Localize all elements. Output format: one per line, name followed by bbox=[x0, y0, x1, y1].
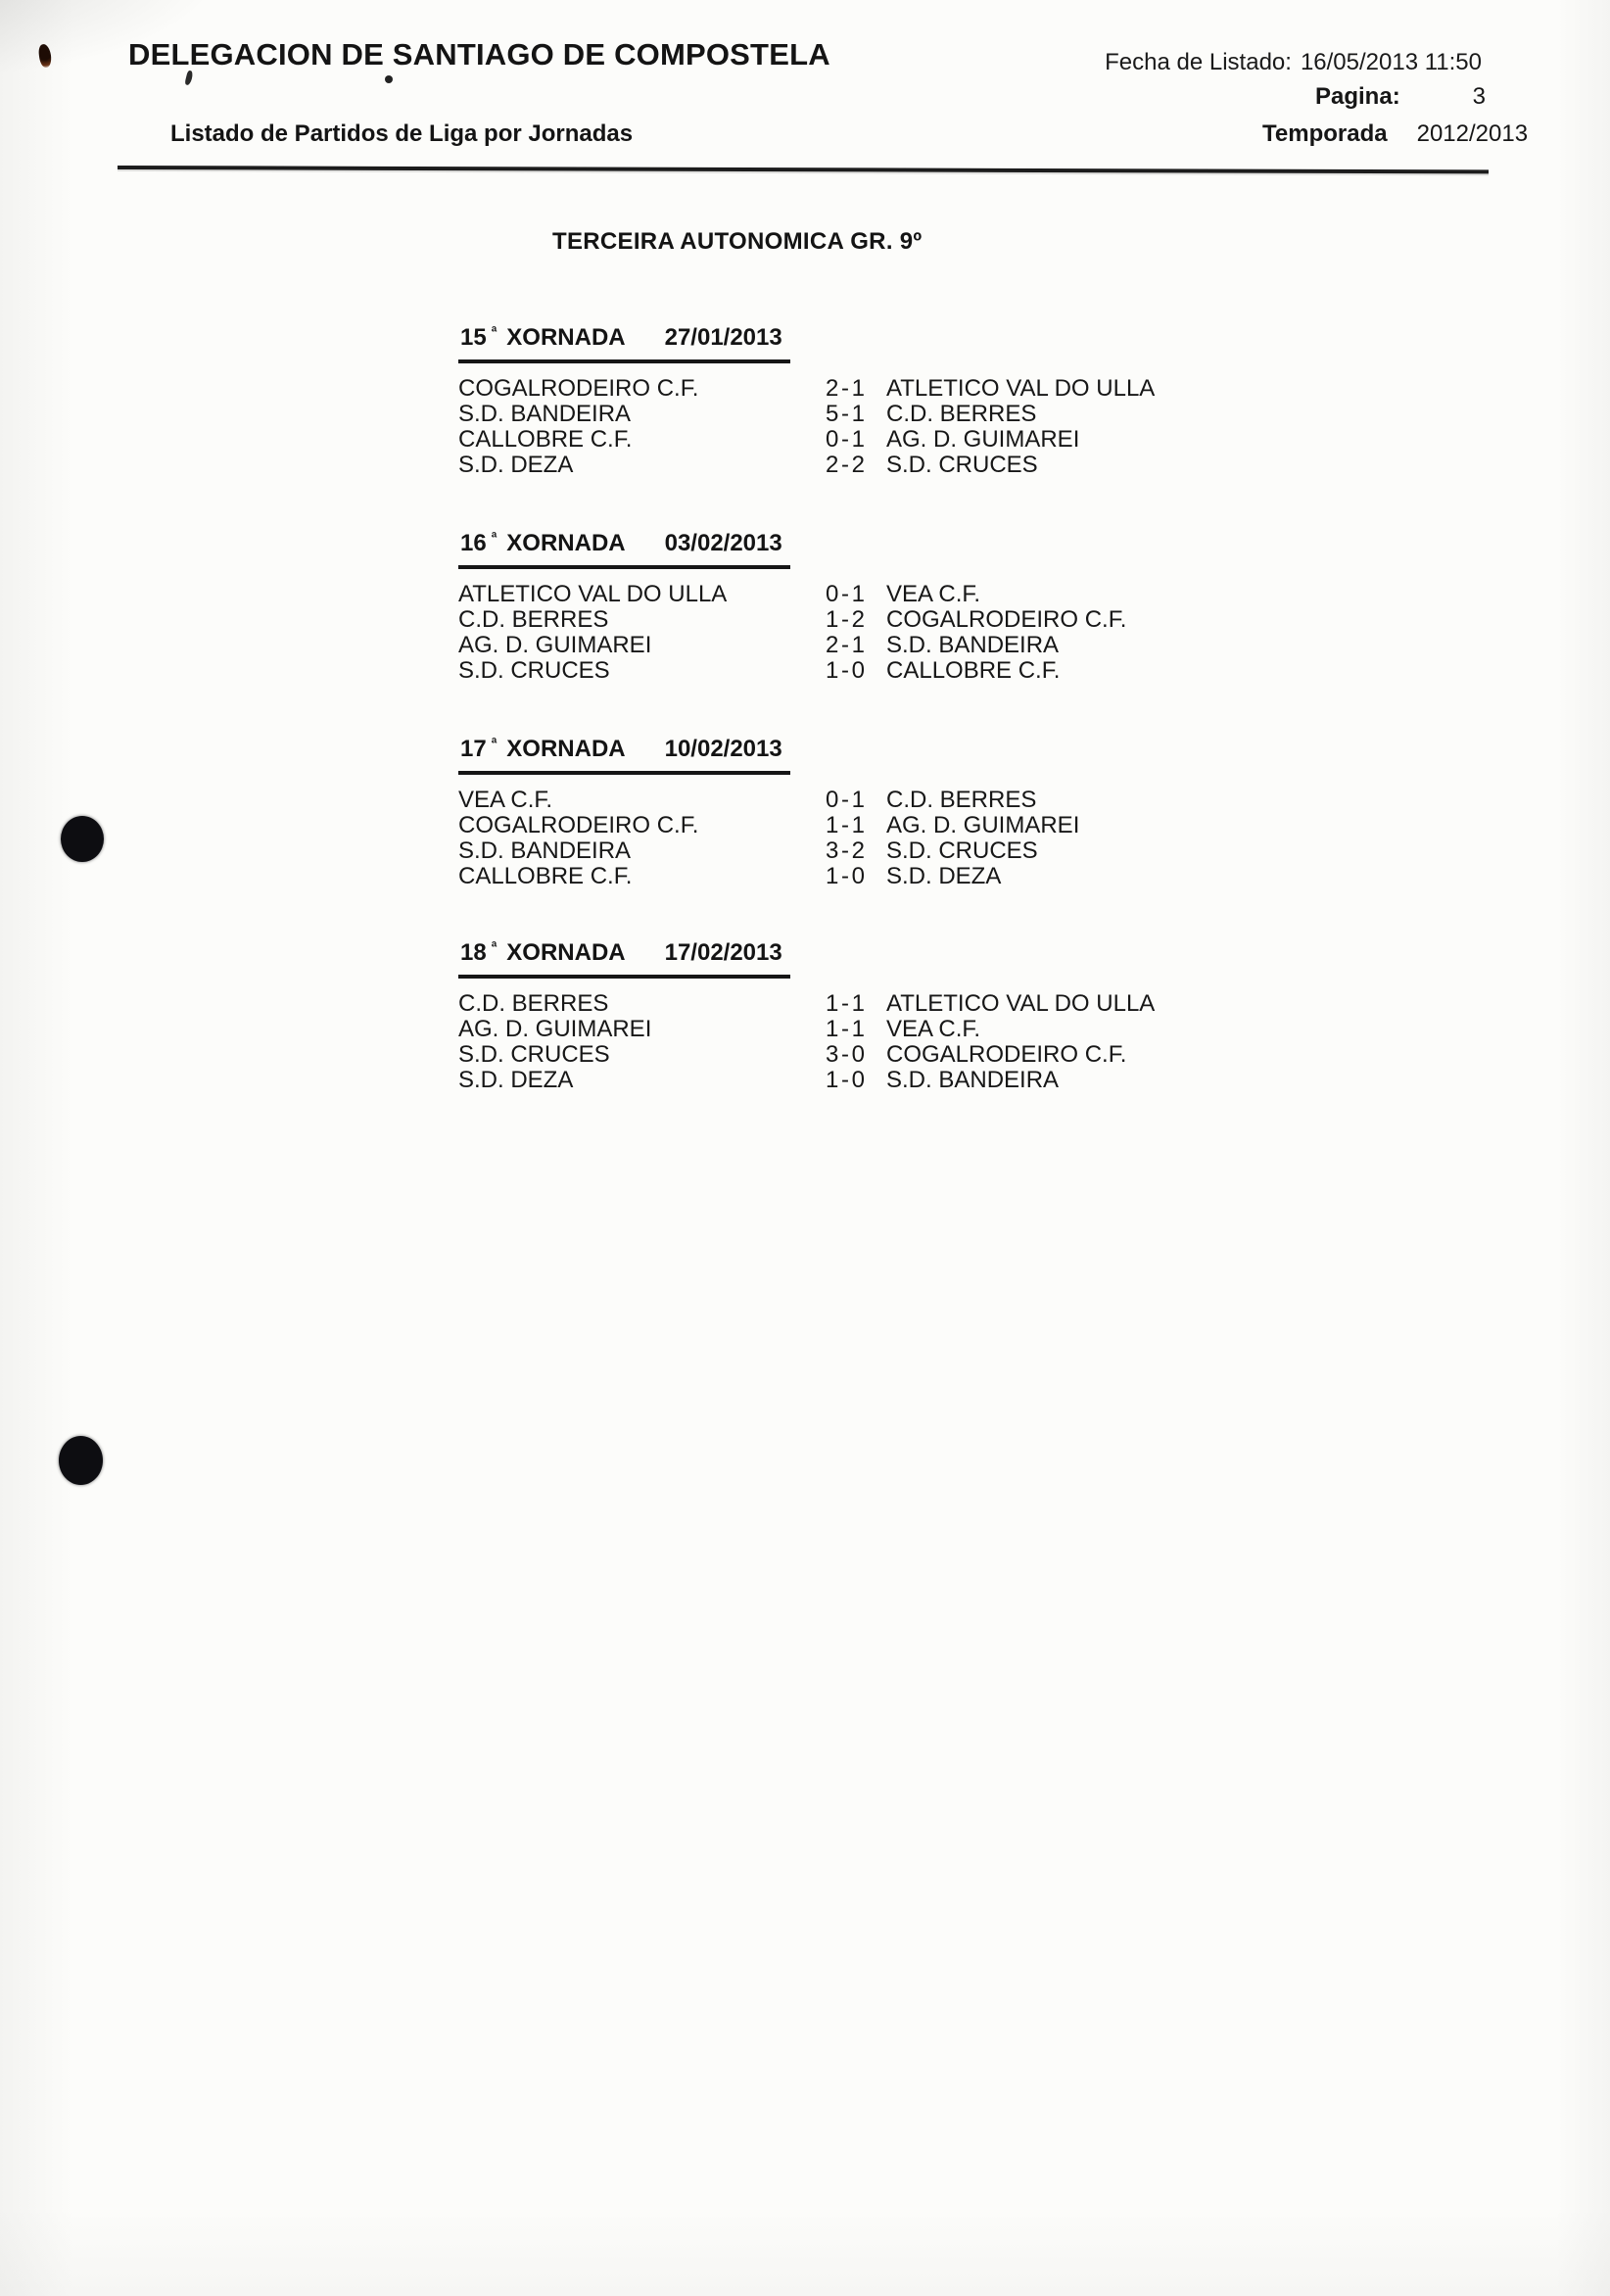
jornada-number: 17 bbox=[460, 736, 487, 762]
jornada-date: 03/02/2013 bbox=[664, 530, 782, 556]
away-team: COGALRODEIRO C.F. bbox=[886, 606, 1127, 633]
scan-speck bbox=[385, 75, 393, 83]
ink-blot-mark bbox=[37, 43, 52, 68]
match-score: 1 - 1 bbox=[826, 812, 864, 838]
match-score: 1 - 0 bbox=[826, 1067, 864, 1093]
jornada-date: 17/02/2013 bbox=[664, 939, 782, 966]
match-row bbox=[458, 788, 1340, 813]
match-row bbox=[458, 402, 1340, 427]
jornada-block-16 bbox=[458, 530, 1340, 684]
home-team: S.D. CRUCES bbox=[458, 1041, 610, 1068]
match-row bbox=[458, 864, 1340, 889]
match-list bbox=[458, 582, 1340, 684]
jornada-word: XORNADA bbox=[506, 530, 626, 556]
fecha-listado-value: 16/05/2013 11:50 bbox=[1300, 49, 1482, 75]
match-score: 1 - 1 bbox=[826, 1016, 864, 1042]
jornada-date: 10/02/2013 bbox=[664, 736, 782, 762]
away-team: C.D. BERRES bbox=[886, 401, 1037, 427]
hole-punch-mark bbox=[59, 1436, 103, 1485]
home-team: AG. D. GUIMAREI bbox=[458, 632, 652, 658]
match-row bbox=[458, 427, 1340, 453]
away-team: C.D. BERRES bbox=[886, 787, 1037, 813]
match-score: 0 - 1 bbox=[826, 426, 864, 453]
match-score: 2 - 2 bbox=[826, 452, 864, 478]
jornada-number: 15 bbox=[460, 324, 487, 351]
jornada-word: XORNADA bbox=[506, 736, 626, 762]
home-team: S.D. DEZA bbox=[458, 452, 574, 478]
match-row bbox=[458, 453, 1340, 478]
jornada-heading bbox=[458, 530, 790, 569]
jornada-ordinal: ª bbox=[491, 939, 497, 956]
match-list bbox=[458, 376, 1340, 478]
hole-punch-mark bbox=[61, 816, 104, 862]
jornada-block-15 bbox=[458, 324, 1340, 478]
list-subtitle: Listado de Partidos de Liga por Jornadas bbox=[170, 120, 634, 147]
match-score: 1 - 0 bbox=[826, 863, 864, 889]
jornada-ordinal: ª bbox=[491, 324, 497, 341]
away-team: S.D. DEZA bbox=[886, 863, 1002, 889]
fecha-listado bbox=[1105, 49, 1482, 76]
match-row bbox=[458, 582, 1340, 607]
away-team: S.D. BANDEIRA bbox=[886, 632, 1060, 658]
jornada-block-18 bbox=[458, 939, 1340, 1093]
match-row bbox=[458, 658, 1340, 684]
temporada-row bbox=[1262, 120, 1528, 148]
match-row bbox=[458, 1017, 1340, 1042]
match-score: 0 - 1 bbox=[826, 787, 864, 813]
match-row bbox=[458, 607, 1340, 633]
pagina-row bbox=[1315, 83, 1486, 111]
home-team: AG. D. GUIMAREI bbox=[458, 1016, 652, 1042]
home-team: C.D. BERRES bbox=[458, 990, 609, 1017]
away-team: S.D. BANDEIRA bbox=[886, 1067, 1060, 1093]
away-team: AG. D. GUIMAREI bbox=[886, 426, 1080, 453]
home-team: CALLOBRE C.F. bbox=[458, 426, 633, 453]
match-row bbox=[458, 1068, 1340, 1093]
jornada-word: XORNADA bbox=[506, 939, 626, 966]
match-score: 1 - 0 bbox=[826, 657, 864, 684]
home-team: S.D. BANDEIRA bbox=[458, 837, 632, 864]
away-team: COGALRODEIRO C.F. bbox=[886, 1041, 1127, 1068]
away-team: AG. D. GUIMAREI bbox=[886, 812, 1080, 838]
match-row bbox=[458, 1042, 1340, 1068]
match-list bbox=[458, 788, 1340, 889]
temporada-label: Temporada bbox=[1262, 120, 1388, 147]
match-score: 0 - 1 bbox=[826, 581, 864, 607]
match-score: 5 - 1 bbox=[826, 401, 864, 427]
home-team: ATLETICO VAL DO ULLA bbox=[458, 581, 728, 607]
away-team: ATLETICO VAL DO ULLA bbox=[886, 375, 1156, 402]
match-row bbox=[458, 376, 1340, 402]
away-team: ATLETICO VAL DO ULLA bbox=[886, 990, 1156, 1017]
fecha-listado-label: Fecha de Listado: bbox=[1105, 49, 1292, 75]
jornada-ordinal: ª bbox=[491, 530, 497, 547]
jornada-heading bbox=[458, 324, 790, 363]
jornada-date: 27/01/2013 bbox=[664, 324, 782, 351]
header-divider bbox=[118, 166, 1489, 173]
match-score: 1 - 2 bbox=[826, 606, 864, 633]
match-list bbox=[458, 991, 1340, 1093]
jornada-ordinal: ª bbox=[491, 736, 497, 752]
away-team: CALLOBRE C.F. bbox=[886, 657, 1061, 684]
away-team: VEA C.F. bbox=[886, 1016, 981, 1042]
home-team: S.D. DEZA bbox=[458, 1067, 574, 1093]
jornada-number: 16 bbox=[460, 530, 487, 556]
jornada-number: 18 bbox=[460, 939, 487, 966]
home-team: COGALRODEIRO C.F. bbox=[458, 812, 699, 838]
match-score: 3 - 2 bbox=[826, 837, 864, 864]
jornada-heading bbox=[458, 736, 790, 775]
match-row bbox=[458, 991, 1340, 1017]
match-score: 3 - 0 bbox=[826, 1041, 864, 1068]
away-team: S.D. CRUCES bbox=[886, 837, 1038, 864]
temporada-value: 2012/2013 bbox=[1416, 120, 1529, 147]
away-team: VEA C.F. bbox=[886, 581, 981, 607]
pagina-value: 3 bbox=[1472, 83, 1486, 110]
match-score: 2 - 1 bbox=[826, 632, 864, 658]
jornada-heading bbox=[458, 939, 790, 979]
match-score: 2 - 1 bbox=[826, 375, 864, 402]
page-title: DELEGACION DE SANTIAGO DE COMPOSTELA bbox=[128, 37, 830, 72]
home-team: S.D. CRUCES bbox=[458, 657, 610, 684]
match-score: 1 - 1 bbox=[826, 990, 864, 1017]
home-team: S.D. BANDEIRA bbox=[458, 401, 632, 427]
match-row bbox=[458, 838, 1340, 864]
match-row bbox=[458, 813, 1340, 838]
home-team: C.D. BERRES bbox=[458, 606, 609, 633]
section-title: TERCEIRA AUTONOMICA GR. 9º bbox=[552, 228, 923, 255]
home-team: CALLOBRE C.F. bbox=[458, 863, 633, 889]
pagina-label: Pagina: bbox=[1315, 83, 1400, 110]
jornada-word: XORNADA bbox=[506, 324, 626, 351]
jornada-block-17 bbox=[458, 736, 1340, 889]
away-team: S.D. CRUCES bbox=[886, 452, 1038, 478]
home-team: COGALRODEIRO C.F. bbox=[458, 375, 699, 402]
match-row bbox=[458, 633, 1340, 658]
home-team: VEA C.F. bbox=[458, 787, 553, 813]
